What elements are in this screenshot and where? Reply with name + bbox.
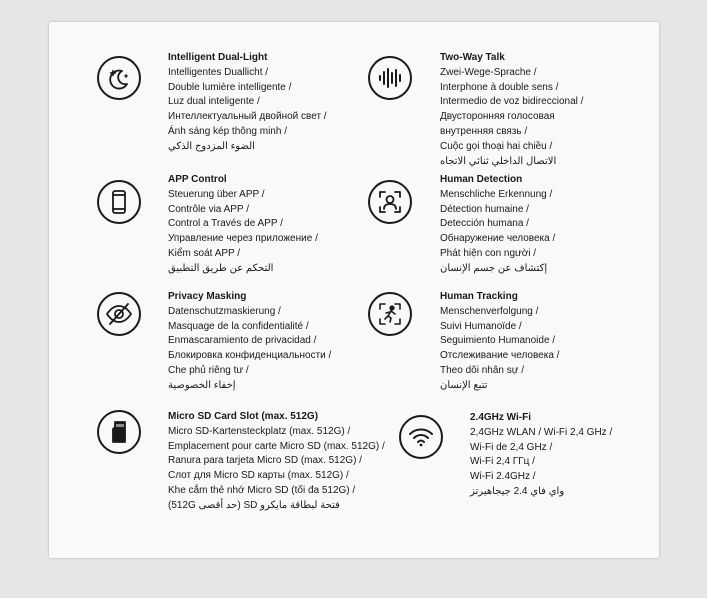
feature-line: Interphone à double sens / bbox=[440, 81, 559, 93]
feature-title: Human Detection bbox=[440, 174, 523, 185]
feature-line: Che phủ riêng tư / bbox=[168, 364, 249, 376]
feature-line: Détection humaine / bbox=[440, 203, 529, 215]
feature-line: Contrôle via APP / bbox=[168, 203, 249, 215]
feature-line: Блокировка конфиденциальности / bbox=[168, 350, 332, 362]
sd-card-icon bbox=[97, 410, 141, 454]
feature-line: Ánh sáng kép thông minh / bbox=[168, 125, 287, 137]
running-person-icon bbox=[368, 292, 412, 336]
feature-line: Ranura para tarjeta Micro SD (max. 512G) / bbox=[168, 455, 362, 467]
feature-line: Отслеживание человека / bbox=[440, 350, 560, 362]
smartphone-icon bbox=[97, 180, 141, 224]
feature-title: Human Tracking bbox=[440, 291, 518, 302]
feature-line: Micro SD-Kartensteckplatz (max. 512G) / bbox=[168, 425, 351, 437]
feature-line: Suivi Humanoïde / bbox=[440, 320, 522, 332]
feature-line: Double lumière intelligente / bbox=[168, 81, 292, 93]
wifi-icon bbox=[399, 415, 443, 459]
feature-line: Phát hiện con người / bbox=[440, 247, 537, 259]
feature-line: внутренняя связь / bbox=[440, 125, 528, 137]
feature-line: Seguimiento Humanoide / bbox=[440, 335, 556, 347]
feature-line: الاتصال الداخلي ثنائي الاتجاه bbox=[440, 155, 557, 167]
moon-stars-icon bbox=[97, 56, 141, 100]
feature-line: تتبع الإنسان bbox=[440, 379, 488, 391]
feature-line: Intelligentes Duallicht / bbox=[168, 66, 269, 78]
feature-line: Intermedio de voz bidireccional / bbox=[440, 96, 584, 108]
feature-line: Emplacement pour carte Micro SD (max. 512G) / bbox=[168, 440, 385, 452]
feature-line: Khe cắm thẻ nhớ Micro SD (tối đa 512G) / bbox=[168, 484, 356, 496]
feature-line: Zwei-Wege-Sprache / bbox=[440, 66, 537, 78]
feature-title: Intelligent Dual-Light bbox=[168, 52, 268, 63]
feature-title: Micro SD Card Slot (max. 512G) bbox=[168, 411, 319, 422]
feature-line: Theo dõi nhân sự / bbox=[440, 364, 524, 376]
eye-slash-icon bbox=[97, 292, 141, 336]
feature-line: إكتشاف عن جسم الإنسان bbox=[440, 262, 548, 274]
feature-line: Wi-Fi 2.4GHz / bbox=[470, 471, 536, 483]
feature-line: Wi-Fi 2,4 ГГц / bbox=[470, 456, 535, 468]
feature-line: Интеллектуальный двойной свет / bbox=[168, 111, 327, 123]
feature-line: Menschliche Erkennung / bbox=[440, 188, 553, 200]
feature-line: Cuộc gọi thoại hai chiều / bbox=[440, 140, 553, 152]
feature-line: فتحة لبطاقة مايكرو SD (حد أقصى 512G) bbox=[168, 499, 340, 511]
feature-line: Masquage de la confidentialité / bbox=[168, 320, 309, 332]
feature-title: Privacy Masking bbox=[168, 291, 247, 302]
feature-line: Обнаружение человека / bbox=[440, 233, 556, 245]
feature-line: Luz dual inteligente / bbox=[168, 96, 260, 108]
feature-line: Menschenverfolgung / bbox=[440, 305, 539, 317]
feature-line: إخفاء الخصوصية bbox=[168, 379, 236, 391]
feature-line: Control a Través de APP / bbox=[168, 218, 283, 230]
sound-wave-icon bbox=[368, 56, 412, 100]
feature-line: Detección humana / bbox=[440, 218, 529, 230]
feature-line: Слот для Micro SD карты (max. 512G) / bbox=[168, 470, 349, 482]
feature-line: Steuerung über APP / bbox=[168, 188, 265, 200]
feature-line: التحكم عن طريق التطبيق bbox=[168, 262, 274, 274]
feature-title: Two-Way Talk bbox=[440, 52, 505, 63]
feature-line: Enmascaramiento de privacidad / bbox=[168, 335, 317, 347]
feature-line: 2,4GHz WLAN / Wi-Fi 2,4 GHz / bbox=[470, 426, 613, 438]
feature-line: Управление через приложение / bbox=[168, 233, 318, 245]
feature-title: APP Control bbox=[168, 174, 227, 185]
person-frame-icon bbox=[368, 180, 412, 224]
feature-title: 2.4GHz Wi-Fi bbox=[470, 412, 532, 423]
feature-line: واي فاي 2.4 جيجاهيرتز bbox=[470, 485, 565, 497]
feature-line: الضوء المزدوج الذكي bbox=[168, 140, 255, 152]
feature-line: Wi-Fi de 2,4 GHz / bbox=[470, 441, 553, 453]
feature-line: Двусторонняя голосовая bbox=[440, 111, 555, 123]
feature-line: Datenschutzmaskierung / bbox=[168, 305, 281, 317]
product-box-panel bbox=[49, 22, 659, 558]
feature-line: Kiểm soát APP / bbox=[168, 247, 241, 259]
